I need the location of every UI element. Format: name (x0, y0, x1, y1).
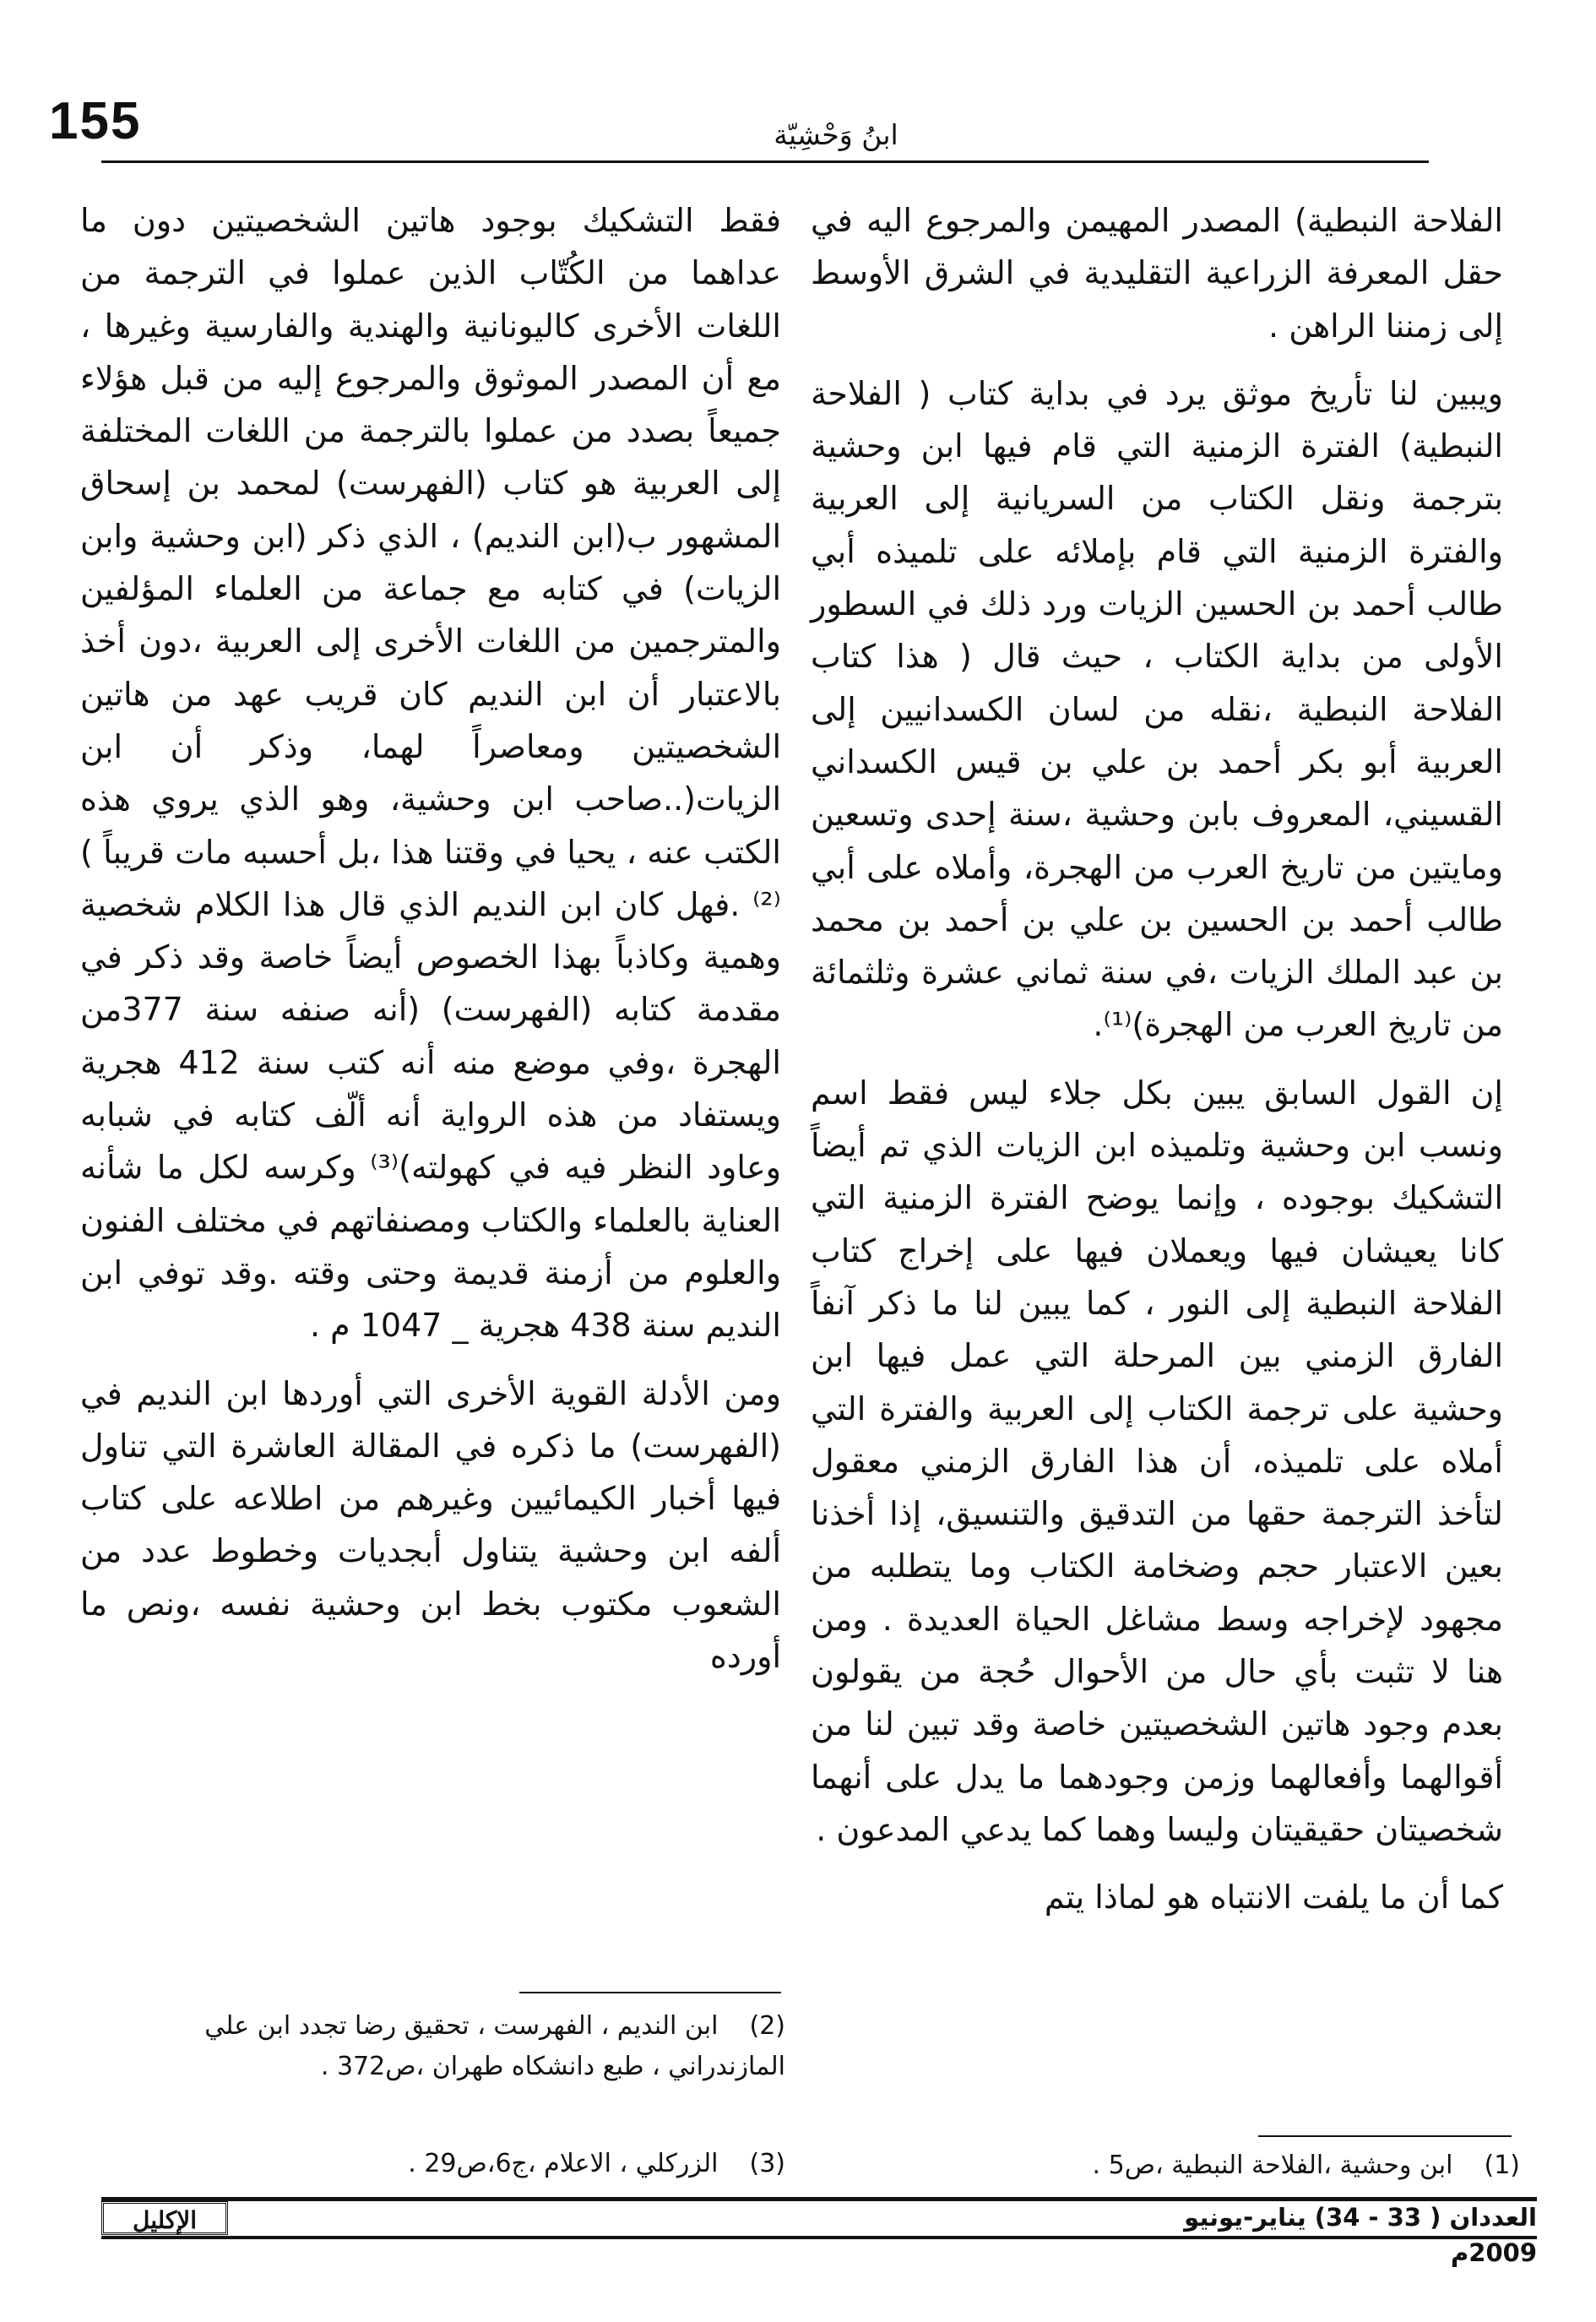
footnote-rule-right (1258, 2135, 1512, 2137)
footnote-3 (194, 2144, 785, 2184)
paragraph: إن القول السابق يبين بكل جلاء ليس فقط اسم ونسب ابن وحشية وتلميذه ابن الزيات الذي تم أيضاً التشكيك بوجوده ، وإنما يوضح الفترة الزمنية التي كانا يعيشان فيها ويعملان فيها على إخراج كتاب الفلاحة النبطية إلى النور ، كما يبين لنا ما ذكر آنفاً الفارق الزمني بين المرحلة التي عمل فيها ابن وحشية على ترجمة الكتاب إلى العربية والفترة التي أملاه على تلميذه، أن هذا الفارق الزمني معقول لتأخذ الترجمة حقها من التدقيق والتنسيق، إذا أخذنا بعين الاعتبار حجم وضخامة الكتاب وما يتطلبه من مجهود لإخراجه وسط مشاغل الحياة العديدة . ومن هنا لا تثبت بأي حال من الأحوال حُجة من يقولون بعدم وجود هاتين الشخصيتين خاصة وقد تبين لنا من أقوالهما وأفعالهما وزمن وجودهما ما يدل على أنهما شخصيتان حقيقيتان وليسا وهما كما يدعي المدعون . (811, 1074, 1503, 1848)
left-column (80, 194, 781, 1683)
footnote-number: (3) (749, 2149, 785, 2178)
paragraph: ويبين لنا تأريخ موثق يرد في بداية كتاب ( الفلاحة النبطية) الفترة الزمنية التي قام فيها ابن وحشية بترجمة ونقل الكتاب من السريانية إلى العربية والفترة الزمنية التي قام بإملائه على تلميذه أبي طالب أحمد بن الحسين الزيات ورد ذلك في السطور الأولى من بداية الكتاب ، حيث قال ( هذا كتاب الفلاحة النبطية ،نقله من لسان الكسدانيين إلى العربية أبو بكر أحمد بن علي بن قيس الكسداني القسيني، المعروف بابن وحشية ،سنة إحدى وتسعين ومايتين من تاريخ العرب من الهجرة، وأملاه على أبي طالب أحمد بن الحسين بن علي بن أحمد بن محمد بن عبد الملك الزيات ،في سنة ثماني عشرة وثلثمائة من تاريخ العرب من الهجرة)⁽¹⁾. (811, 374, 1503, 1044)
paragraph: فقط التشكيك بوجود هاتين الشخصيتين دون ما عداهما من الكُتّاب الذين عملوا في الترجمة من اللغات الأخرى كاليونانية والهندية والفارسية وغيرها ، مع أن المصدر الموثوق والمرجوع إليه من قبل هؤلاء جميعاً بصدد من عملوا بالترجمة من اللغات المختلفة إلى العربية هو كتاب (الفهرست) لمحمد بن إسحاق المشهور ب(ابن النديم) ، الذي ذكر (ابن وحشية وابن الزيات) في كتابه مع جماعة من العلماء المؤلفين والمترجمين من اللغات الأخرى إلى العربية ،دون أخذ بالاعتبار أن ابن النديم كان قريب عهد من هاتين الشخصيتين ومعاصراً لهما، وذكر أن ابن الزيات(..صاحب ابن وحشية، وهو الذي يروي هذه الكتب عنه ، يحيا في وقتنا هذا ،بل أحسبه مات قريباً )⁽²⁾ .فهل كان ابن النديم الذي قال هذا الكلام شخصية وهمية وكاذباً بهذا الخصوص أيضاً خاصة وقد ذكر في مقدمة كتابه (الفهرست) (أنه صنفه سنة 377من الهجرة ،وفي موضع منه أنه كتب سنة 412 هجرية ويستفاد من هذه الرواية أنه ألّف كتابه في شبابه وعاود النظر فيه في كهولته)⁽³⁾ وكرسه لكل ما شأنه العناية بالعلماء والكتاب ومصنفاتهم في مختلف الفنون والعلوم من أزمنة قديمة وحتى وقته .وقد توفي ابن النديم سنة 438 هجرية _ 1047 م . (80, 202, 781, 1345)
paragraph: كما أن ما يلفت الانتباه هو لماذا يتم (1044, 1879, 1503, 1917)
footnote-2 (194, 2006, 785, 2087)
footer-rule-bottom (101, 2236, 1537, 2239)
running-head: ابنُ وَحْشِيّة (774, 118, 898, 151)
paragraph: الفلاحة النبطية) المصدر المهيمن والمرجوع اليه في حقل المعرفة الزراعية التقليدية في الشرق الأوسط إلى زمننا الراهن . (811, 202, 1503, 345)
footnote-rule-left (519, 1992, 781, 1993)
footnote-text: ابن النديم ، الفهرست ، تحقيق رضا تجدد ابن علي المازندراني ، طبع دانشكاه طهران ،ص372 . (204, 2011, 785, 2081)
journal-logo: الإكليل (101, 2201, 228, 2235)
page-number: 155 (49, 92, 142, 150)
footnote-text: الزركلي ، الاعلام ،ج6،ص29 . (408, 2149, 719, 2178)
footnote-number: (1) (1484, 2151, 1520, 2180)
paragraph: ومن الأدلة القوية الأخرى التي أوردها ابن النديم في (الفهرست) ما ذكره في المقالة العاشرة التي تناول فيها أخبار الكيمائيين وغيرهم من اطلاعه على كتاب ألفه ابن وحشية يتناول أبجديات وخطوط عدد من الشعوب مكتوب بخط ابن وحشية نفسه ،ونص ما أورده (80, 1374, 781, 1676)
footer-issue-info: العددان ( 33 - 34) يناير-يونيو 2009م (1184, 2203, 1537, 2267)
footnote-text: ابن وحشية ،الفلاحة النبطية ،ص5 . (1092, 2151, 1453, 2180)
header-rule (101, 160, 1429, 163)
footnote-number: (2) (749, 2011, 785, 2041)
right-column (811, 194, 1503, 1924)
footnote-1 (878, 2145, 1520, 2186)
